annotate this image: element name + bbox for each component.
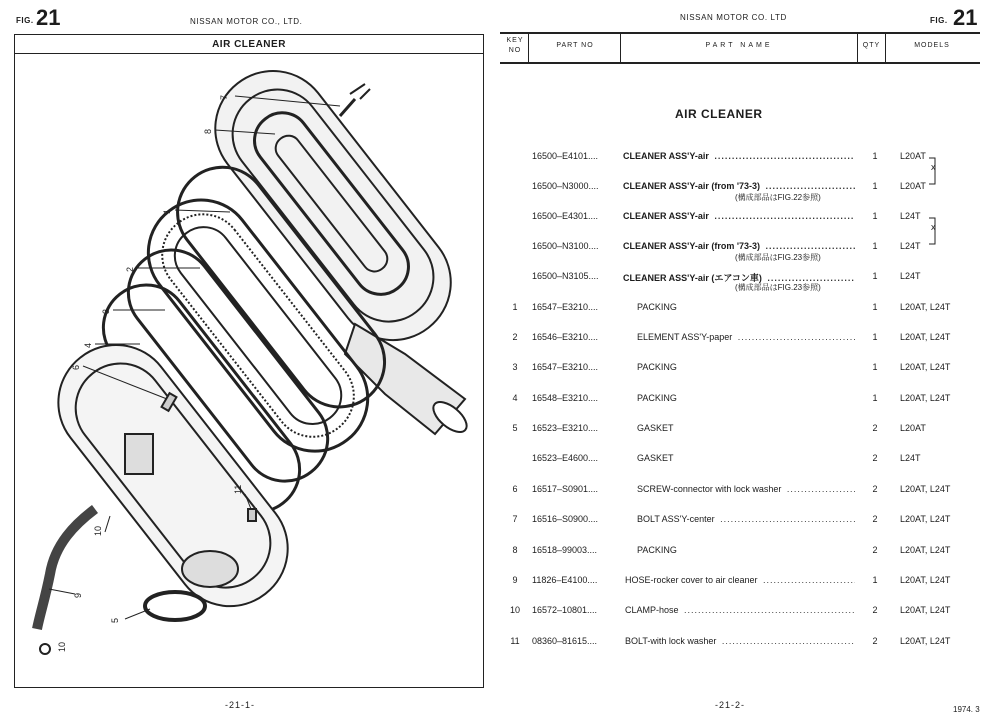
left-page bbox=[0, 0, 490, 719]
table-row: 8 16518–99003.... PACKING 2 L20AT, L24T bbox=[512, 545, 951, 555]
header-part-name: PART NAME bbox=[705, 42, 773, 49]
air-cleaner-exploded-diagram bbox=[15, 54, 485, 688]
fig-label: FIG. bbox=[16, 16, 34, 25]
interchange-mark-2: x bbox=[931, 222, 936, 232]
table-row: 16500–N3100.... CLEANER ASS'Y-air (from '73-3) ..... (構成部品はFIG.23参照) 1 L24T bbox=[495, 241, 1000, 271]
top-cover-part bbox=[192, 54, 473, 363]
callout-5: 5 bbox=[110, 617, 120, 623]
right-page-number: -21-2- bbox=[715, 700, 746, 710]
fig-label-right: FIG. bbox=[930, 16, 948, 25]
header-qty: QTY bbox=[862, 42, 881, 49]
gasket-part bbox=[145, 592, 205, 620]
exploded-view-drawing bbox=[14, 54, 484, 688]
table-row: 3 16547–E3210.... PACKING 1 L20AT, L24T bbox=[512, 362, 951, 372]
hose-part bbox=[37, 509, 95, 629]
header-key: KEY bbox=[506, 37, 524, 44]
table-row: 16500–E4101.... CLEANER ASS'Y-air ..... 1 L20AT bbox=[495, 151, 1000, 181]
table-row: 7 16516–S0900.... BOLT ASS'Y-center ..... 2 L20AT, L24T bbox=[495, 514, 1000, 544]
table-row: 10 16572–10801.... CLAMP-hose ..... 2 L20AT, L24T bbox=[495, 605, 1000, 635]
table-row: 16500–E4301.... CLEANER ASS'Y-air ..... 1 L24T bbox=[495, 211, 1000, 241]
table-row: 11 08360–81615.... BOLT-with lock washer ..... 2 L20AT, L24T bbox=[495, 636, 1000, 666]
header-no: NO bbox=[508, 47, 522, 54]
fig-number: 21 bbox=[36, 5, 61, 30]
table-row: 16500–N3105.... CLEANER ASS'Y-air (エアコン車) ..... (構成部品はFIG.23参照) 1 L24T bbox=[495, 271, 1000, 301]
callout-2: 2 bbox=[125, 266, 135, 272]
table-row: 9 11826–E4100.... HOSE-rocker cover to air cleaner ..... 1 L20AT, L24T bbox=[495, 575, 1000, 605]
table-row: 4 16548–E3210.... PACKING 1 L20AT, L24T bbox=[512, 393, 951, 403]
header-part-no: PART NO bbox=[556, 42, 594, 49]
callout-4: 4 bbox=[83, 342, 93, 348]
figure-title: AIR CLEANER bbox=[14, 34, 484, 54]
table-row: 6 16517–S0901.... SCREW-connector with lock washer ..... 2 L20AT, L24T bbox=[495, 484, 1000, 514]
parts-list-title: AIR CLEANER bbox=[675, 107, 763, 121]
callout-10: 10 bbox=[93, 525, 103, 536]
callout-9: 9 bbox=[73, 592, 83, 598]
table-row: 5 16523–E3210.... GASKET 2 L20AT bbox=[512, 423, 926, 433]
revision-date: 1974. 3 bbox=[953, 705, 980, 714]
callout-10b: 10 bbox=[57, 641, 67, 652]
callout-6: 6 bbox=[71, 364, 81, 370]
table-row: 2 16546–E3210.... ELEMENT ASS'Y-paper ..... 1 L20AT, L24T bbox=[495, 332, 1000, 362]
header-models: MODELS bbox=[914, 42, 950, 49]
callout-3: 3 bbox=[101, 308, 111, 314]
header-bottom-rule bbox=[500, 62, 980, 64]
callout-7: 7 bbox=[219, 94, 229, 100]
callout-1: 1 bbox=[162, 208, 172, 214]
company-name: NISSAN MOTOR CO., LTD. bbox=[190, 17, 303, 26]
table-row: 1 16547–E3210.... PACKING 1 L20AT, L24T bbox=[512, 302, 951, 312]
table-row: 16523–E4600.... GASKET 2 L24T bbox=[532, 453, 921, 463]
left-page-number: -21-1- bbox=[225, 700, 256, 710]
right-page bbox=[495, 0, 1000, 719]
callout-11: 11 bbox=[233, 484, 243, 494]
table-row: 16500–N3000.... CLEANER ASS'Y-air (from '73-3) ..... (構成部品はFIG.22参照) 1 L20AT bbox=[495, 181, 1000, 211]
header-top-rule bbox=[500, 32, 980, 34]
company-name-right: NISSAN MOTOR CO. LTD bbox=[680, 13, 787, 22]
fig-number-right: 21 bbox=[953, 5, 978, 30]
callout-8: 8 bbox=[203, 128, 213, 134]
interchange-mark-1: x bbox=[931, 162, 936, 172]
